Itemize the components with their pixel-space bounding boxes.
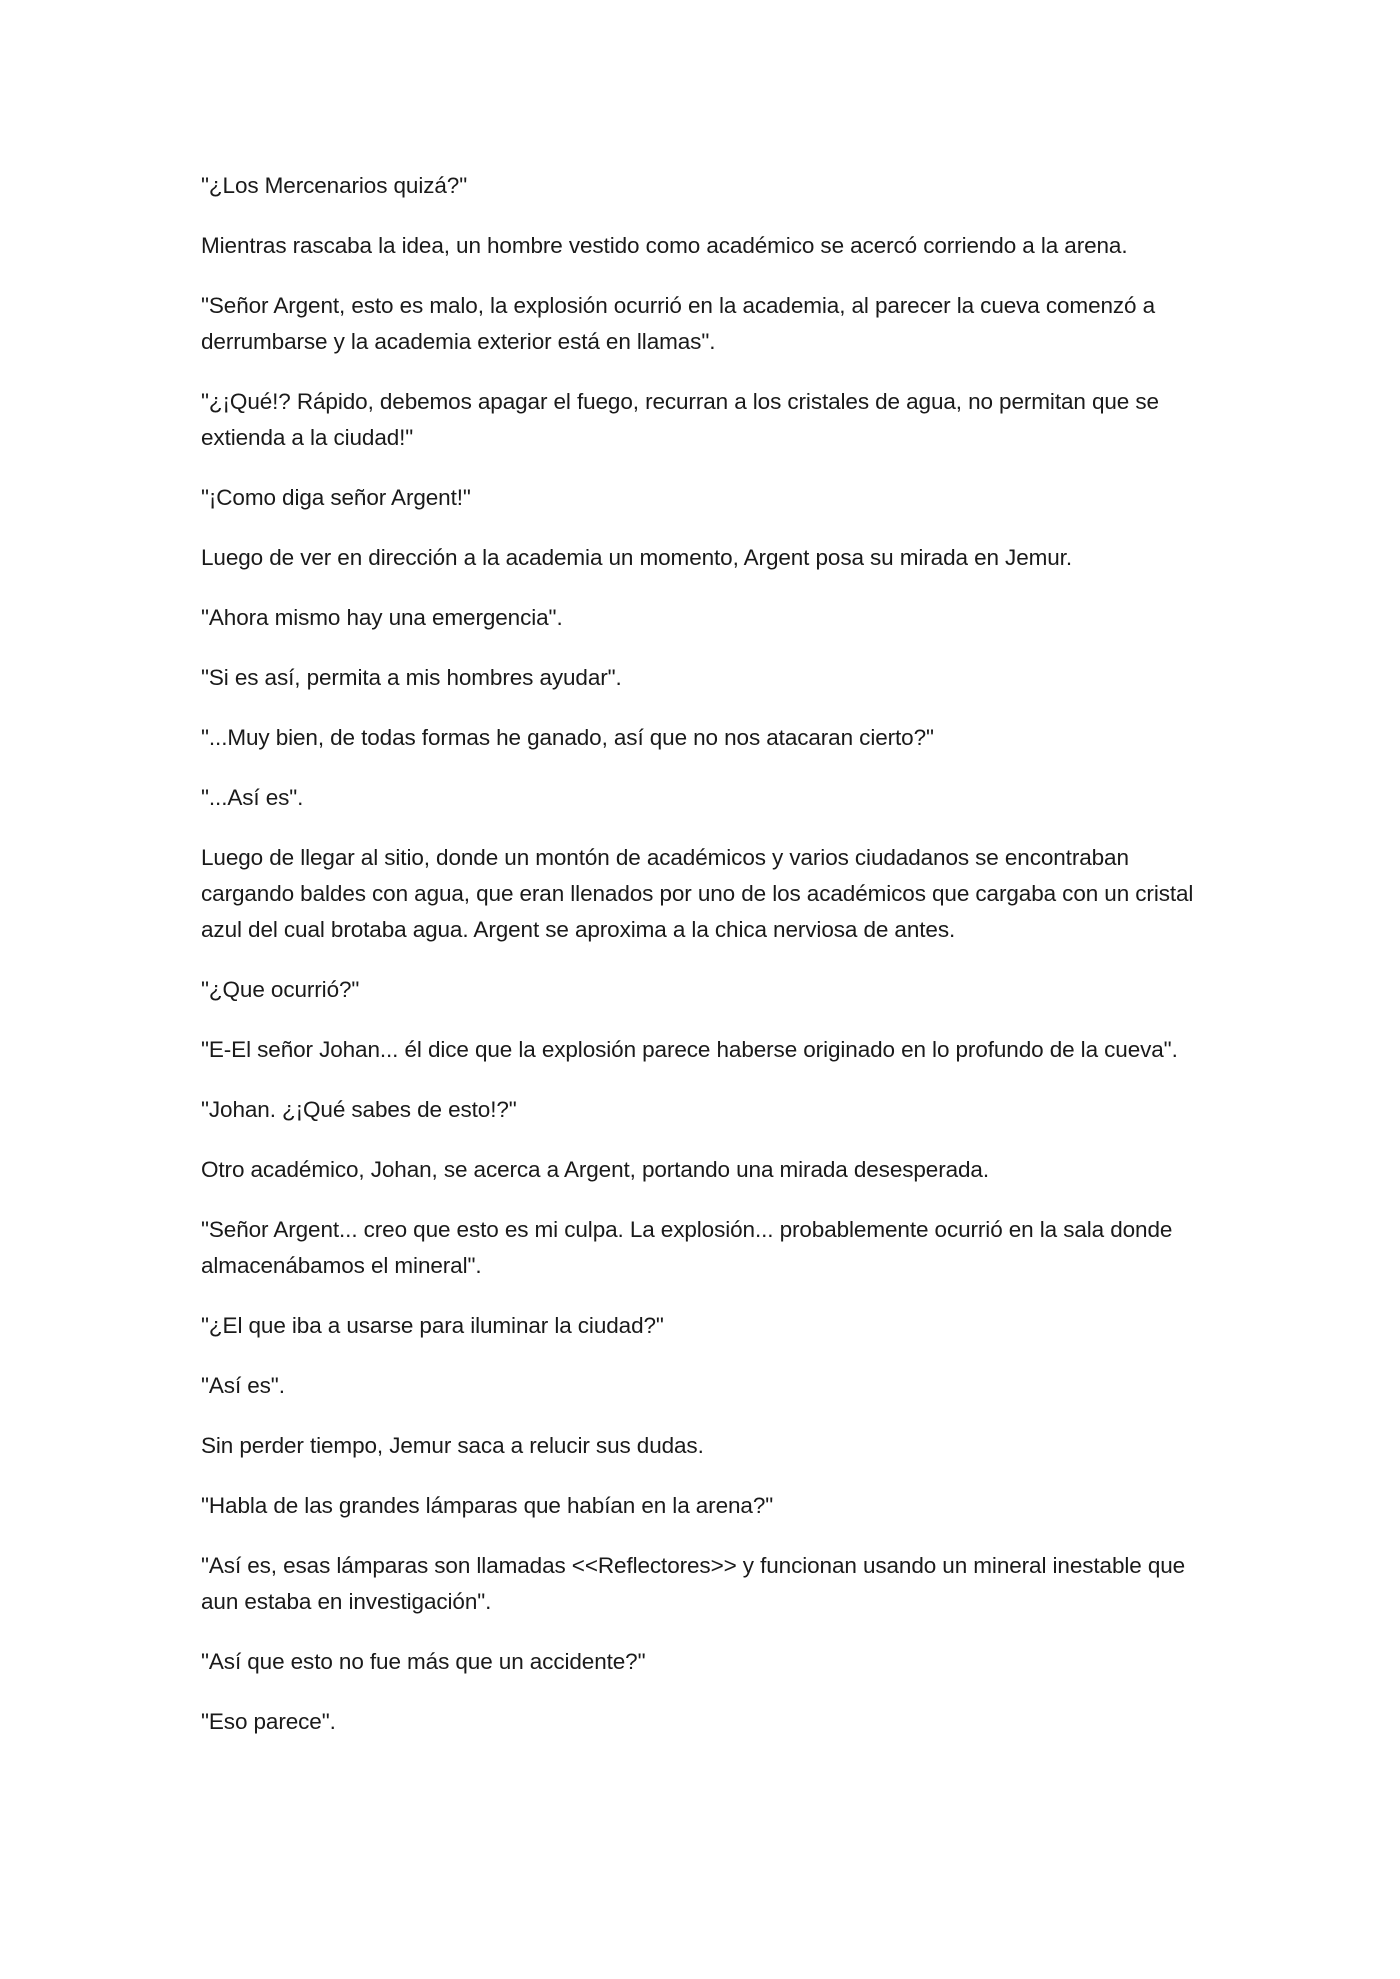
paragraph: "...Así es". [201,785,304,810]
paragraph: "Señor Argent... creo que esto es mi culpa. La explosión... probablemente ocurrió en la sala donde almacenábamos el mineral". [201,1217,1173,1278]
paragraph: "¿El que iba a usarse para iluminar la ciudad?" [201,1313,664,1338]
paragraph: "¿Los Mercenarios quizá?" [201,173,468,198]
paragraph: "¿Que ocurrió?" [201,977,360,1002]
paragraph: "Así es". [201,1373,285,1398]
paragraph: "E-El señor Johan... él dice que la explosión parece haberse originado en lo profundo de la cueva". [201,1037,1178,1062]
paragraph: "Señor Argent, esto es malo, la explosión ocurrió en la academia, al parecer la cueva comenzó a derrumbarse y la academia exterior está en llamas". [201,293,1156,354]
paragraph: "¿¡Qué!? Rápido, debemos apagar el fuego, recurran a los cristales de agua, no permitan que se extienda a la ciudad!" [201,389,1159,450]
paragraph: "Johan. ¿¡Qué sabes de esto!?" [201,1097,517,1122]
paragraph: Luego de llegar al sitio, donde un montón de académicos y varios ciudadanos se encontraban cargando baldes con agua, que eran llenados por uno de los académicos que cargaba con un cristal azul del cual brotaba agua. Argent se aproxima a la chica nerviosa de antes. [201,845,1194,942]
paragraph: "Si es así, permita a mis hombres ayudar". [201,665,622,690]
paragraph: "Así que esto no fue más que un accidente?" [201,1649,646,1674]
document-body [201,168,1201,1764]
paragraph: "¡Como diga señor Argent!" [201,485,471,510]
paragraph: Sin perder tiempo, Jemur saca a relucir sus dudas. [201,1433,704,1458]
paragraph: "...Muy bien, de todas formas he ganado, así que no nos atacaran cierto?" [201,725,934,750]
paragraph: Mientras rascaba la idea, un hombre vestido como académico se acercó corriendo a la arena. [201,233,1128,258]
paragraph: "Así es, esas lámparas son llamadas <<Reflectores>> y funcionan usando un mineral inestable que aun estaba en investigación". [201,1553,1186,1614]
paragraph: "Ahora mismo hay una emergencia". [201,605,563,630]
paragraph: Luego de ver en dirección a la academia un momento, Argent posa su mirada en Jemur. [201,545,1072,570]
paragraph: "Habla de las grandes lámparas que habían en la arena?" [201,1493,774,1518]
paragraph: "Eso parece". [201,1709,336,1734]
paragraph: Otro académico, Johan, se acerca a Argent, portando una mirada desesperada. [201,1157,989,1182]
